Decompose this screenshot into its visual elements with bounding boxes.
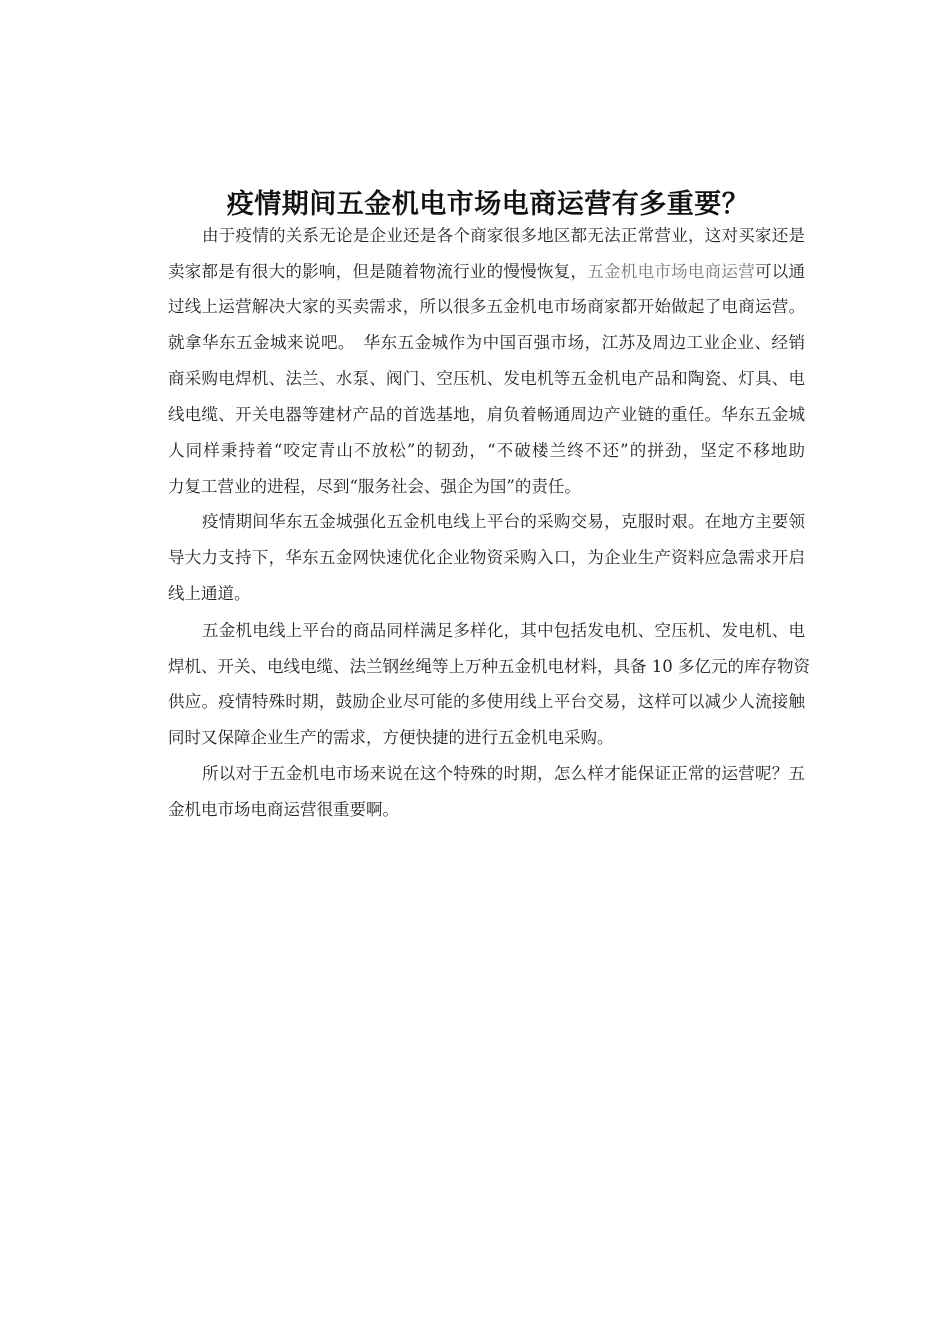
text-line: 过线上运营解决大家的买卖需求，所以很多五金机电市场商家都开始做起了电商运营。 — [168, 297, 805, 316]
text-line: 由于疫情的关系无论是企业还是各个商家很多地区都无法正常营业，这对买家还是 — [202, 226, 805, 245]
text-line: 力复工营业的进程，尽到“服务社会、强企为国”的责任。 — [168, 477, 581, 496]
article-link[interactable]: 五金机电市场电商运营 — [587, 262, 755, 281]
text-line — [168, 262, 805, 282]
text-line: 疫情期间华东五金城强化五金机电线上平台的采购交易，克服时艰。在地方主要领 — [202, 512, 805, 531]
text-line: 同时又保障企业生产的需求，方便快捷的进行五金机电采购。 — [168, 728, 614, 747]
text-segment: 可以通 — [754, 262, 806, 281]
text-segment: 卖家都是有很大的影响，但是随着物流行业的慢慢恢复， — [168, 262, 588, 281]
text-line: 人同样秉持着“咬定青山不放松”的韧劲，“不破楼兰终不还”的拼劲，坚定不移地助 — [168, 441, 805, 460]
text-line: 所以对于五金机电市场来说在这个特殊的时期，怎么样才能保证正常的运营呢？五 — [202, 764, 805, 783]
text-line: 就拿华东五金城来说吧。 华东五金城作为中国百强市场，江苏及周边工业企业、经销 — [168, 333, 805, 352]
text-line: 金机电市场电商运营很重要啊。 — [168, 800, 399, 819]
text-line: 线电缆、开关电器等建材产品的首选基地，肩负着畅通周边产业链的重任。华东五金城 — [168, 405, 805, 424]
text-line: 线上通道。 — [168, 584, 251, 603]
text-line: 焊机、开关、电线电缆、法兰钢丝绳等上万种五金机电材料，具备 10 多亿元的库存物资 — [168, 657, 810, 676]
text-line: 导大力支持下，华东五金网快速优化企业物资采购入口，为企业生产资料应急需求开启 — [168, 548, 805, 567]
text-line: 商采购电焊机、法兰、水泵、阀门、空压机、发电机等五金机电产品和陶瓷、灯具、电 — [168, 369, 805, 388]
text-line: 五金机电线上平台的商品同样满足多样化，其中包括发电机、空压机、发电机、电 — [202, 621, 805, 640]
text-line: 供应。疫情特殊时期，鼓励企业尽可能的多使用线上平台交易，这样可以减少人流接触 — [168, 692, 805, 711]
document-title: 疫情期间五金机电市场电商运营有多重要？ — [226, 189, 750, 221]
